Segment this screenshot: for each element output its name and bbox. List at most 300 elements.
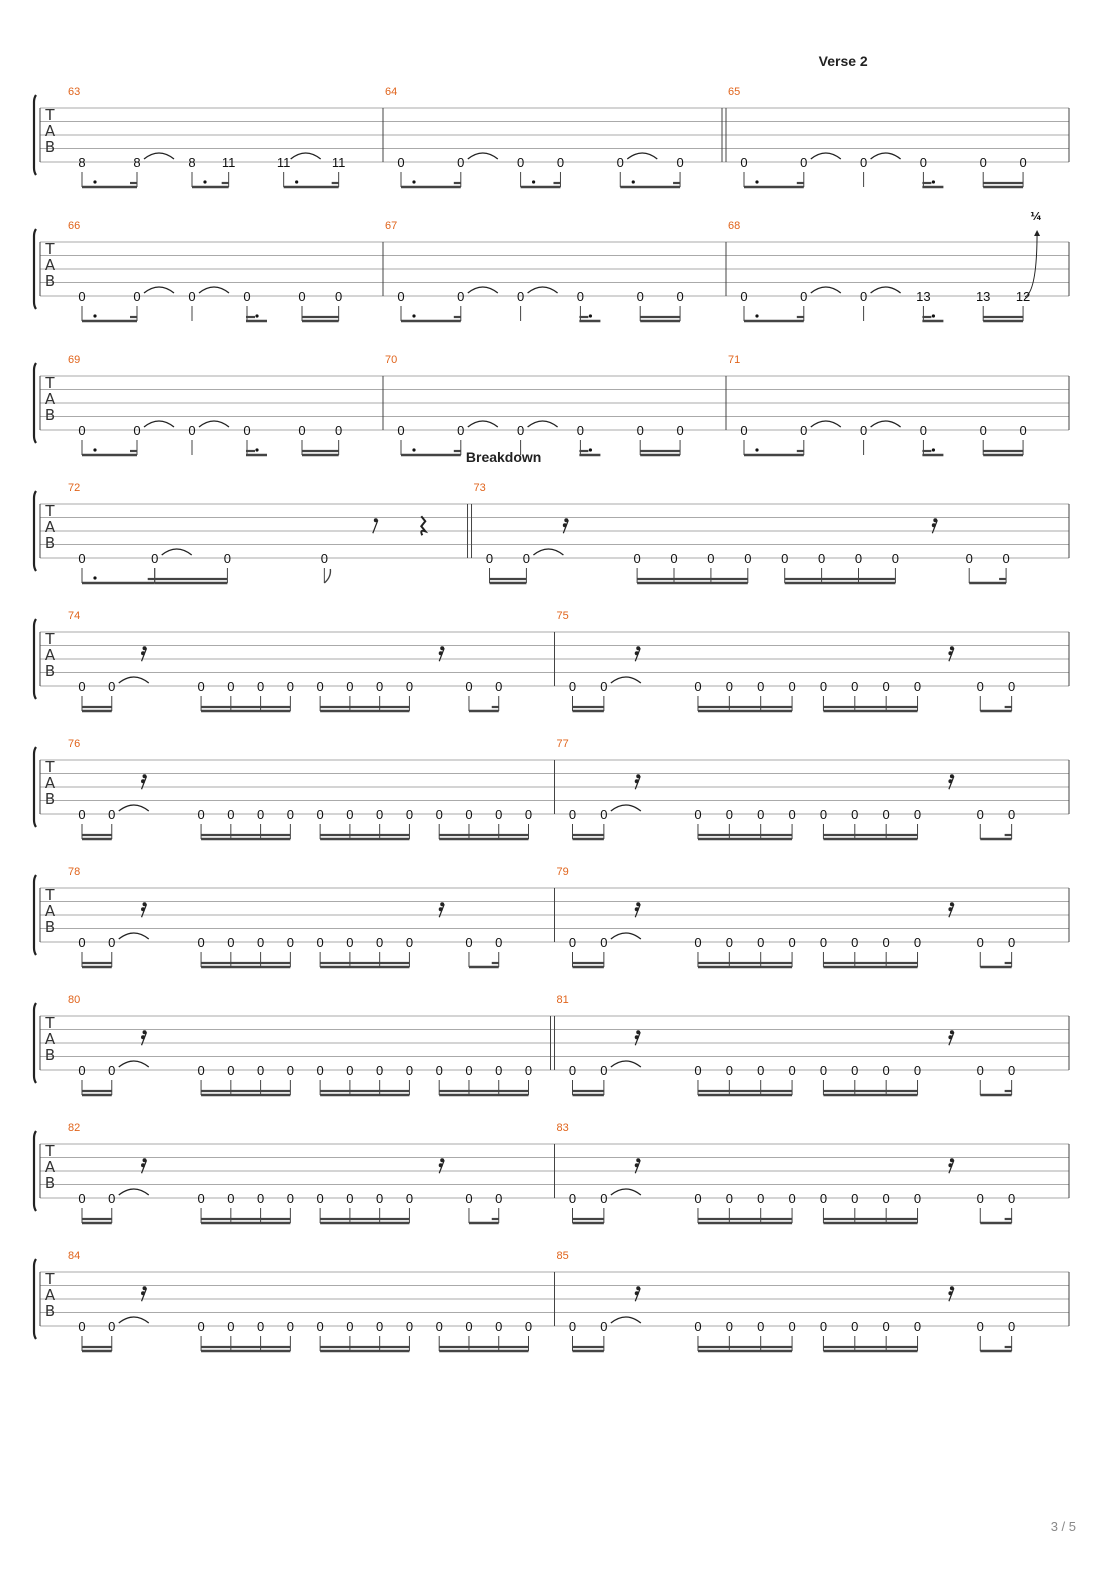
fret-number: 0	[465, 935, 473, 950]
fret-number: 0	[516, 155, 525, 170]
fret-number: 0	[405, 1063, 414, 1078]
fret-number: 8	[188, 155, 196, 170]
tab-clef-letter: A	[44, 1030, 56, 1048]
fret-number: 0	[256, 1319, 265, 1334]
fret-number: 0	[781, 551, 789, 566]
measure-number: 67	[385, 220, 398, 232]
fret-number: 0	[286, 1063, 294, 1078]
system-bracket	[34, 747, 36, 827]
fret-number: 0	[788, 935, 796, 950]
fret-number: 0	[725, 679, 733, 694]
tab-clef-letter: A	[44, 902, 56, 920]
fret-number: 0	[335, 289, 343, 304]
fret-number: 0	[197, 935, 205, 950]
measure-number: 78	[68, 866, 81, 878]
tab-clef-letter: T	[45, 1142, 55, 1160]
fret-number: 0	[819, 679, 828, 694]
fret-number: 0	[465, 679, 473, 694]
fret-number: 0	[188, 289, 196, 304]
fret-number: 0	[151, 551, 159, 566]
system-bracket	[34, 229, 36, 309]
fret-number: 0	[744, 551, 752, 566]
tab-clef-letter: T	[45, 502, 55, 520]
measure-number: 84	[68, 1250, 81, 1262]
rest-dot	[141, 1291, 145, 1295]
fret-number: 0	[197, 807, 205, 822]
fret-number: 0	[851, 1191, 859, 1206]
fret-number: 0	[286, 935, 294, 950]
fret-number: 0	[854, 551, 863, 566]
fret-number: 0	[256, 679, 265, 694]
rest-dot	[141, 651, 145, 655]
rest-dot	[141, 779, 145, 783]
measure-number: 70	[385, 354, 398, 366]
fret-number: 0	[965, 551, 973, 566]
fret-number: 0	[108, 1319, 116, 1334]
tie	[291, 153, 321, 159]
fret-number: 0	[298, 423, 306, 438]
fret-number: 8	[133, 155, 141, 170]
fret-number: 0	[819, 935, 828, 950]
fret-number: 0	[286, 1191, 294, 1206]
fret-number: 0	[913, 1319, 922, 1334]
fret-number: 13	[916, 289, 931, 304]
fret-number: 0	[108, 679, 116, 694]
fret-number: 0	[405, 1319, 414, 1334]
fret-number: 0	[800, 423, 808, 438]
fret-number: 0	[1008, 1319, 1016, 1334]
fret-number: 0	[376, 679, 384, 694]
fret-number: 0	[197, 1063, 205, 1078]
measure-number: 69	[68, 354, 81, 366]
fret-number: 0	[457, 155, 465, 170]
fret-number: 0	[670, 551, 678, 566]
tab-clef-letter: B	[44, 662, 56, 680]
dot	[412, 180, 415, 183]
fret-number: 0	[636, 423, 644, 438]
tie	[199, 421, 229, 427]
fret-number: 0	[316, 935, 324, 950]
fret-number: 0	[346, 1319, 354, 1334]
rest-dot	[635, 1163, 639, 1167]
fret-number: 0	[465, 807, 473, 822]
fret-number: 0	[979, 423, 987, 438]
dot	[932, 180, 935, 183]
fret-number: 0	[600, 1319, 608, 1334]
dot	[755, 314, 758, 317]
measure-number: 75	[556, 610, 569, 622]
fret-number: 0	[859, 155, 868, 170]
measure-number: 68	[728, 220, 741, 232]
fret-number: 0	[346, 935, 354, 950]
fret-number: 0	[676, 423, 684, 438]
fret-number: 0	[882, 807, 890, 822]
fret-number: 0	[256, 935, 265, 950]
fret-number: 0	[725, 935, 733, 950]
fret-number: 0	[757, 679, 765, 694]
fret-number: 0	[1008, 935, 1016, 950]
tab-clef-letter: B	[44, 790, 56, 808]
rest-dot	[948, 779, 952, 783]
tab-clef-letter: A	[44, 256, 56, 274]
measure-number: 77	[556, 738, 569, 750]
measure-number: 76	[68, 738, 81, 750]
fret-number: 0	[524, 807, 533, 822]
fret-number: 0	[817, 551, 826, 566]
tab-clef-letter: T	[45, 1270, 55, 1288]
fret-number: 0	[757, 1191, 765, 1206]
fret-number: 0	[435, 807, 443, 822]
tie	[144, 421, 174, 427]
fret-number: 0	[495, 935, 503, 950]
fret-number: 0	[316, 807, 324, 822]
fret-number: 0	[108, 807, 116, 822]
fret-number: 0	[851, 935, 859, 950]
measure-number: 64	[385, 86, 398, 98]
fret-number: 0	[188, 423, 196, 438]
fret-number: 0	[576, 289, 585, 304]
fret-number: 0	[435, 1319, 443, 1334]
fret-number: 0	[788, 1191, 796, 1206]
tab-clef-letter: T	[45, 240, 55, 258]
measure-number: 71	[728, 354, 741, 366]
dot	[589, 448, 592, 451]
tab-clef-letter: A	[44, 518, 56, 536]
fret-number: 0	[286, 807, 294, 822]
measure-number: 73	[473, 482, 486, 494]
fret-number: 0	[568, 1063, 577, 1078]
tab-clef-letter: B	[44, 138, 56, 156]
tab-clef-letter: B	[44, 1174, 56, 1192]
fret-number: 0	[457, 423, 465, 438]
tie	[119, 1189, 149, 1195]
fret-number: 0	[256, 1191, 265, 1206]
fret-number: 0	[405, 1191, 414, 1206]
rest-dot	[635, 907, 639, 911]
fret-number: 0	[316, 1319, 324, 1334]
fret-number: 0	[600, 1191, 608, 1206]
dot	[532, 180, 535, 183]
fret-number: 0	[882, 1319, 890, 1334]
fret-number: 0	[694, 1191, 702, 1206]
fret-number: 11	[331, 155, 346, 170]
measure-number: 63	[68, 86, 81, 98]
fret-number: 0	[725, 1191, 733, 1206]
fret-number: 0	[227, 1191, 235, 1206]
fret-number: 0	[976, 1191, 984, 1206]
fret-number: 0	[1008, 807, 1016, 822]
fret-number: 0	[405, 935, 414, 950]
fret-number: 0	[376, 807, 384, 822]
fret-number: 0	[600, 807, 608, 822]
page-number: 3 / 5	[1050, 1519, 1076, 1534]
system-bracket	[34, 95, 36, 175]
system-bracket	[34, 619, 36, 699]
tab-clef-letter: B	[44, 534, 56, 552]
fret-number: 0	[346, 1063, 354, 1078]
fret-number: 0	[913, 935, 922, 950]
tie	[871, 421, 901, 427]
fret-number: 0	[522, 551, 531, 566]
fret-number: 0	[819, 1191, 828, 1206]
rest-dot	[948, 651, 952, 655]
tab-clef-letter: B	[44, 918, 56, 936]
dot	[93, 448, 96, 451]
fret-number: 0	[495, 807, 503, 822]
fret-number: 0	[256, 807, 265, 822]
fret-number: 0	[913, 679, 922, 694]
fret-number: 0	[256, 1063, 265, 1078]
fret-number: 0	[568, 1319, 577, 1334]
tie	[811, 287, 841, 293]
fret-number: 0	[108, 935, 116, 950]
fret-number: 0	[133, 423, 141, 438]
tie	[528, 287, 558, 293]
fret-number: 0	[78, 1191, 86, 1206]
fret-number: 0	[819, 1319, 828, 1334]
fret-number: 0	[976, 807, 984, 822]
dot	[412, 448, 415, 451]
fret-number: 0	[316, 679, 324, 694]
fret-number: 0	[976, 679, 984, 694]
fret-number: 0	[882, 1063, 890, 1078]
system-bracket	[34, 1003, 36, 1083]
fret-number: 0	[725, 1063, 733, 1078]
rest-dot	[948, 1291, 952, 1295]
fret-number: 0	[243, 423, 251, 438]
tie	[611, 805, 641, 811]
tab-clef-letter: B	[44, 272, 56, 290]
fret-number: 0	[740, 155, 748, 170]
fret-number: 0	[851, 679, 859, 694]
fret-number: 8	[78, 155, 86, 170]
fret-number: 0	[346, 679, 354, 694]
fret-number: 0	[316, 1063, 324, 1078]
dot	[203, 180, 206, 183]
tab-clef-letter: A	[44, 774, 56, 792]
fret-number: 0	[1008, 1191, 1016, 1206]
dot	[412, 314, 415, 317]
system-bracket	[34, 491, 36, 571]
rest-dot	[635, 779, 639, 783]
fret-number: 0	[919, 155, 928, 170]
rest-dot	[635, 1291, 639, 1295]
fret-number: 0	[600, 1063, 608, 1078]
fret-number: 0	[556, 155, 565, 170]
measure-number: 74	[68, 610, 81, 622]
tab-clef-letter: A	[44, 122, 56, 140]
fret-number: 0	[346, 1191, 354, 1206]
fret-number: 0	[227, 807, 235, 822]
tie	[144, 153, 174, 159]
fret-number: 0	[913, 807, 922, 822]
tie	[119, 1061, 149, 1067]
fret-number: 0	[851, 1319, 859, 1334]
rest-dot	[439, 1163, 443, 1167]
tie	[119, 933, 149, 939]
dot	[932, 314, 935, 317]
tie	[528, 421, 558, 427]
fret-number: 0	[568, 807, 577, 822]
fret-number: 0	[78, 551, 86, 566]
measure-number: 79	[556, 866, 569, 878]
fret-number: 0	[108, 1191, 116, 1206]
fret-number: 11	[221, 155, 236, 170]
tie	[611, 1061, 641, 1067]
tie	[119, 805, 149, 811]
fret-number: 0	[819, 807, 828, 822]
fret-number: 0	[516, 423, 525, 438]
tab-clef-letter: B	[44, 406, 56, 424]
dot	[255, 314, 258, 317]
fret-number: 0	[495, 679, 503, 694]
fret-number: 0	[78, 289, 86, 304]
fret-number: 0	[676, 155, 684, 170]
tab-clef-letter: A	[44, 390, 56, 408]
dot	[755, 448, 758, 451]
fret-number: 0	[694, 1319, 702, 1334]
fret-number: 0	[1019, 423, 1027, 438]
fret-number: 0	[757, 807, 765, 822]
fret-number: 0	[851, 1063, 859, 1078]
measure-number: 66	[68, 220, 81, 232]
fret-number: 0	[78, 1319, 86, 1334]
fret-number: 0	[913, 1063, 922, 1078]
fret-number: 0	[1002, 551, 1010, 566]
rest-dot	[948, 1163, 952, 1167]
fret-number: 0	[851, 807, 859, 822]
system-bracket	[34, 1131, 36, 1211]
fret-number: 0	[1008, 1063, 1016, 1078]
rest-dot	[948, 907, 952, 911]
fret-number: 0	[800, 155, 808, 170]
measure-number: 65	[728, 86, 741, 98]
fret-number: 0	[78, 679, 86, 694]
tie	[199, 287, 229, 293]
tab-clef-letter: A	[44, 1158, 56, 1176]
fret-number: 0	[495, 1063, 503, 1078]
dot	[932, 448, 935, 451]
fret-number: 0	[397, 155, 405, 170]
note-flag	[324, 569, 330, 583]
tie	[627, 153, 657, 159]
tie	[162, 549, 192, 555]
dot	[755, 180, 758, 183]
fret-number: 0	[78, 423, 86, 438]
tie	[468, 153, 498, 159]
fret-number: 0	[1008, 679, 1016, 694]
fret-number: 0	[376, 935, 384, 950]
fret-number: 0	[740, 289, 748, 304]
fret-number: 0	[633, 551, 641, 566]
tie	[871, 153, 901, 159]
fret-number: 0	[197, 679, 205, 694]
fret-number: 0	[568, 679, 577, 694]
tie	[611, 1317, 641, 1323]
fret-number: 0	[882, 935, 890, 950]
fret-number: 0	[495, 1319, 503, 1334]
fret-number: 0	[788, 679, 796, 694]
fret-number: 0	[227, 1319, 235, 1334]
fret-number: 0	[465, 1191, 473, 1206]
fret-number: 0	[600, 679, 608, 694]
fret-number: 0	[243, 289, 251, 304]
fret-number: 0	[882, 679, 890, 694]
tie	[119, 677, 149, 683]
fret-number: 0	[976, 935, 984, 950]
fret-number: 0	[913, 1191, 922, 1206]
quarter-rest	[421, 516, 425, 535]
tab-clef-letter: A	[44, 646, 56, 664]
section-label: Breakdown	[465, 449, 542, 465]
tie	[533, 549, 563, 555]
measure-number: 82	[68, 1122, 81, 1134]
dot	[93, 576, 96, 579]
fret-number: 0	[676, 289, 684, 304]
fret-number: 0	[376, 1191, 384, 1206]
fret-number: 0	[197, 1319, 205, 1334]
fret-number: 0	[725, 1319, 733, 1334]
tab-clef-letter: B	[44, 1302, 56, 1320]
system-bracket	[34, 875, 36, 955]
fret-number: 0	[636, 289, 644, 304]
rest-dot	[563, 523, 567, 527]
fret-number: 12	[1015, 289, 1031, 304]
tab-clef-letter: T	[45, 374, 55, 392]
fret-number: 0	[568, 935, 577, 950]
fret-number: 0	[465, 1319, 473, 1334]
tab-clef-letter: A	[44, 1286, 56, 1304]
section-label: Verse 2	[818, 53, 868, 69]
fret-number: 0	[405, 807, 414, 822]
measure-number: 81	[556, 994, 569, 1006]
fret-number: 0	[78, 1063, 86, 1078]
fret-number: 0	[516, 289, 525, 304]
fret-number: 0	[788, 807, 796, 822]
rest-dot	[635, 1035, 639, 1039]
fret-number: 0	[757, 1319, 765, 1334]
fret-number: 0	[891, 551, 900, 566]
rest-dot	[439, 907, 443, 911]
tab-clef-letter: T	[45, 106, 55, 124]
measure-number: 80	[68, 994, 81, 1006]
fret-number: 0	[976, 1319, 984, 1334]
tie	[611, 933, 641, 939]
fret-number: 11	[276, 155, 291, 170]
tie	[811, 153, 841, 159]
tie	[811, 421, 841, 427]
tab-clef-letter: T	[45, 886, 55, 904]
fret-number: 0	[600, 935, 608, 950]
tie	[468, 421, 498, 427]
tie	[611, 677, 641, 683]
tie	[119, 1317, 149, 1323]
fret-number: 0	[740, 423, 748, 438]
rest-dot	[439, 651, 443, 655]
fret-number: 0	[725, 807, 733, 822]
rest-dot	[141, 907, 145, 911]
dot	[632, 180, 635, 183]
fret-number: 0	[976, 1063, 984, 1078]
fret-number: 0	[788, 1319, 796, 1334]
measure-number: 85	[556, 1250, 569, 1262]
fret-number: 0	[457, 289, 465, 304]
fret-number: 0	[568, 1191, 577, 1206]
fret-number: 0	[376, 1319, 384, 1334]
fret-number: 0	[133, 289, 141, 304]
fret-number: 0	[320, 551, 328, 566]
fret-number: 0	[1019, 155, 1027, 170]
